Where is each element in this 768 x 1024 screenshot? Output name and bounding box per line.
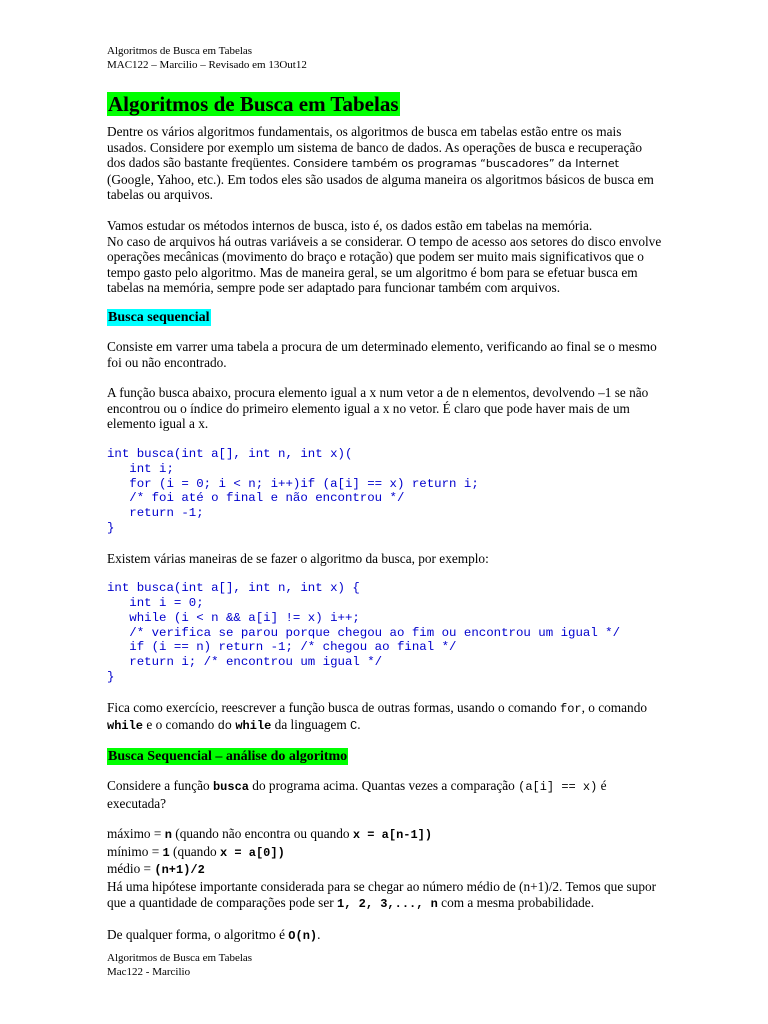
text: De qualquer forma, o algoritmo é [107, 927, 289, 943]
code: x = a[n-1]) [352, 828, 433, 843]
function-name: busca [212, 780, 249, 795]
intro-text: Dentre os vários algoritmos fundamentais, os algoritmos de busca em tabelas estão entre os mais usados. Considere por exemplo um sistema de banco de dados. As operações de busca e recuperação dos dados são bastante freqüentes. [107, 124, 643, 171]
language-c: C [350, 719, 358, 734]
spacer [107, 765, 663, 778]
code: 1 [162, 845, 170, 860]
text: médio = [107, 861, 155, 877]
text: máximo = [107, 826, 165, 842]
spacer [107, 811, 663, 826]
intro-p2-line2: No caso de arquivos há outras variáveis a se considerar. O tempo de acesso aos setores do disco envolve operações mecânicas (movimento do braço e rotação) que podem ser muito mais significativos que o tempo gasto pelo algoritmo. Mas de maneira geral, se um algoritmo é bom para se efetuar busca em tabelas na memória, sempre pode ser adaptado para funcionar também com arquivos. [107, 233, 662, 296]
spacer [107, 432, 663, 447]
spacer [107, 566, 663, 581]
conclusion-paragraph [107, 927, 663, 945]
keyword-while: while [235, 719, 272, 734]
section2-paragraph-1 [107, 778, 663, 811]
intro-sans-text: Considere também os programas “buscadores” da Internet [293, 157, 619, 171]
medio-line [107, 861, 663, 879]
text: . [357, 717, 361, 733]
keyword-for: for [560, 701, 582, 716]
spacer [107, 296, 663, 309]
text: Considere a função [107, 778, 213, 794]
maximo-line [107, 826, 663, 844]
text: da linguagem [271, 717, 351, 733]
minimo-line [107, 844, 663, 862]
spacer [107, 326, 663, 339]
spacer [107, 685, 663, 700]
code: (n+1)/2 [154, 863, 205, 878]
spacer [107, 912, 663, 927]
text: (quando [169, 843, 220, 859]
section1-paragraph-4 [107, 700, 663, 735]
text: . [317, 927, 321, 943]
document-title: Algoritmos de Busca em Tabelas [108, 92, 399, 116]
keyword-do: do [217, 719, 233, 734]
page-footer [107, 951, 252, 979]
spacer [107, 536, 663, 551]
code-block-1: int busca(int a[], int n, int x)( int i; for (i = 0; i < n; i++)if (a[i] == x) return i; /* foi até o final e não encontrou */ return -1; } [107, 446, 479, 535]
document-body [107, 92, 663, 945]
keyword-while: while [107, 719, 144, 734]
footer-line-1: Algoritmos de Busca em Tabelas [107, 952, 253, 964]
spacer [107, 735, 663, 748]
section-heading-analise: Busca Sequencial – análise do algoritmo [108, 749, 348, 765]
spacer [107, 203, 663, 218]
text: do programa acima. Quantas vezes a comparação [248, 778, 519, 794]
section1-paragraph-3: Existem várias maneiras de se fazer o algoritmo da busca, por exemplo: [107, 550, 489, 566]
text: Há uma hipótese importante considerada para se chegar ao número médio de (n+1)/2. Temos que supor que a quantidade de comparações pode ser [107, 879, 657, 910]
header-line-1: Algoritmos de Busca em Tabelas [107, 45, 253, 57]
footer-line-2: Mac122 - Marcilio [107, 966, 191, 978]
section1-paragraph-2: A função busca abaixo, procura elemento igual a x num vetor a de n elementos, devolvendo –1 se não encontrou ou o índice do primeiro elemento igual a x no vetor. É claro que pode haver mais de um elemento igual a x. [107, 385, 649, 432]
code: x = a[0]) [219, 845, 285, 860]
text: , o comando [581, 699, 648, 715]
text: e o comando [143, 717, 218, 733]
section-heading-busca-sequencial: Busca sequencial [108, 309, 210, 325]
text: (quando não encontra ou quando [171, 826, 353, 842]
page-header [107, 44, 307, 72]
code: O(n) [288, 929, 318, 944]
section1-paragraph-1: Consiste em varrer uma tabela a procura de um determinado elemento, verificando ao final se o mesmo foi ou não encontrado. [107, 338, 657, 370]
code: 1, 2, 3,..., n [337, 896, 438, 911]
spacer [107, 370, 663, 385]
header-line-2: MAC122 – Marcilio – Revisado em 13Out12 [107, 59, 307, 71]
text: com a mesma probabilidade. [437, 894, 595, 910]
comparison-code: (a[i] == x) [518, 780, 598, 795]
text: é executada? [107, 778, 607, 811]
intro-paragraph-1 [107, 124, 663, 203]
code-block-2: int busca(int a[], int n, int x) { int i = 0; while (i < n && a[i] != x) i++; /* verifica se parou porque chegou ao fim ou encontrou um igual */ if (i == n) return -1; /* chegou ao final */ return i; /* encontrou um igual */ } [107, 581, 621, 685]
intro-text-end: (Google, Yahoo, etc.). Em todos eles são usados de alguma maneira os algoritmos básicos de busca em tabelas ou arquivos. [107, 171, 654, 203]
intro-paragraph-2 [107, 218, 663, 296]
text: Fica como exercício, reescrever a função busca de outras formas, usando o comando [107, 699, 561, 715]
text: mínimo = [107, 843, 163, 859]
code: n [164, 828, 172, 843]
intro-p2-line1: Vamos estudar os métodos internos de busca, isto é, os dados estão em tabelas na memória. [107, 217, 593, 233]
hypothesis-paragraph [107, 879, 663, 912]
